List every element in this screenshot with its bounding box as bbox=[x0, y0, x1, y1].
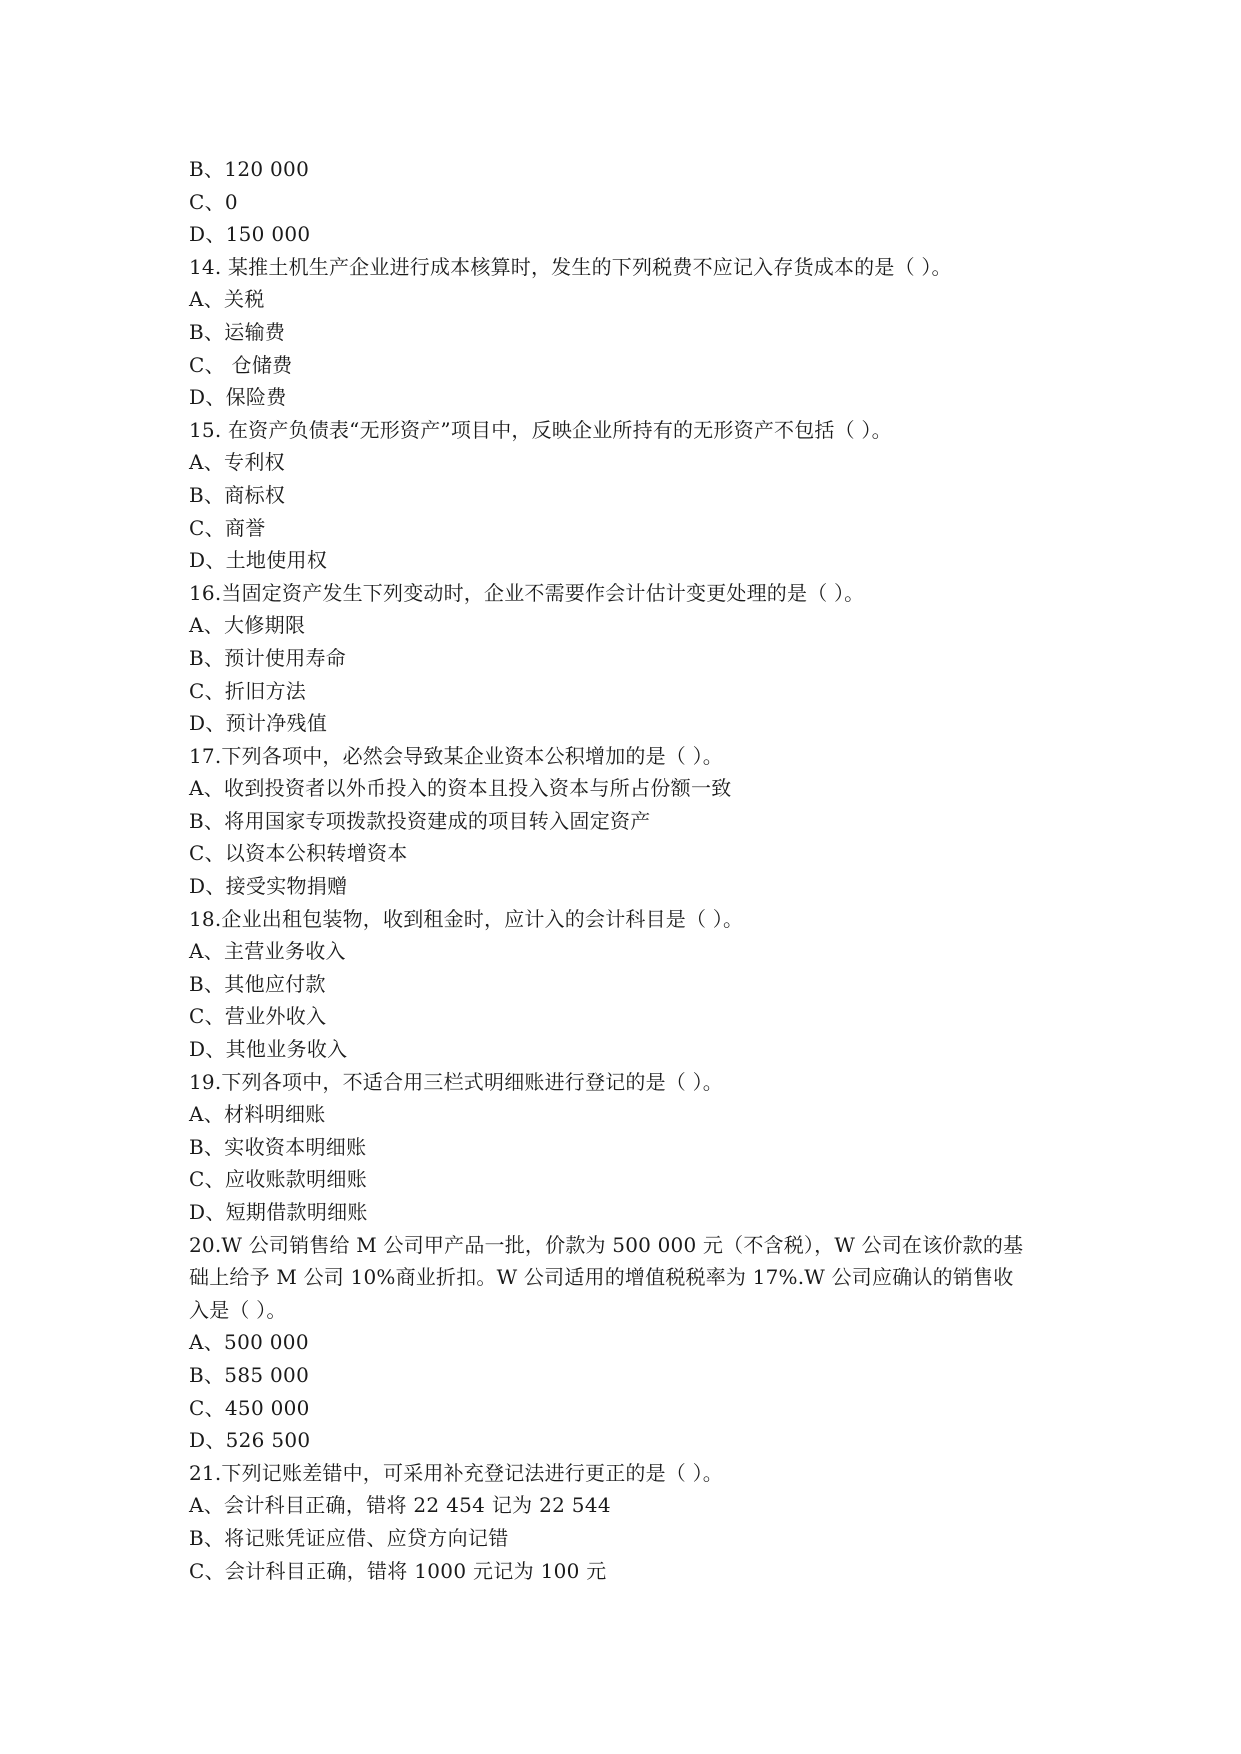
answer-option: D、其他业务收入 bbox=[189, 1037, 348, 1062]
answer-option: A、材料明细账 bbox=[189, 1102, 326, 1127]
answer-option: C、营业外收入 bbox=[189, 1004, 327, 1029]
answer-option: A、主营业务收入 bbox=[189, 939, 346, 964]
answer-option: D、150 000 bbox=[189, 222, 311, 247]
answer-option: D、预计净残值 bbox=[189, 711, 328, 736]
question-text: 18.企业出租包装物，收到租金时，应计入的会计科目是（ ）。 bbox=[189, 906, 744, 931]
answer-option: B、120 000 bbox=[189, 157, 310, 181]
document-page bbox=[189, 153, 1069, 1587]
answer-option: A、专利权 bbox=[189, 450, 285, 475]
answer-option: C、以资本公积转增资本 bbox=[189, 841, 408, 866]
answer-option: B、实收资本明细账 bbox=[189, 1134, 367, 1159]
answer-option: C、450 000 bbox=[189, 1395, 310, 1420]
answer-option: C、应收账款明细账 bbox=[189, 1167, 368, 1192]
answer-option: D、短期借款明细账 bbox=[189, 1200, 368, 1224]
answer-option: C、 仓储费 bbox=[189, 352, 293, 377]
answer-option: B、将用国家专项拨款投资建成的项目转入固定资产 bbox=[189, 808, 651, 833]
answer-option: B、将记账凭证应借、应贷方向记错 bbox=[189, 1525, 509, 1550]
answer-option: B、其他应付款 bbox=[189, 971, 326, 996]
answer-option: B、预计使用寿命 bbox=[189, 645, 347, 670]
answer-option: D、526 500 bbox=[189, 1428, 311, 1453]
question-text: 15. 在资产负债表“无形资产”项目中，反映企业所持有的无形资产不包括（ ）。 bbox=[189, 417, 892, 442]
answer-option: D、接受实物捐赠 bbox=[189, 874, 348, 899]
answer-option: A、收到投资者以外币投入的资本且投入资本与所占份额一致 bbox=[189, 776, 732, 801]
question-text: 20.W 公司销售给 M 公司甲产品一批，价款为 500 000 元（不含税），W 公司在该价款的基 bbox=[189, 1232, 1024, 1257]
answer-option: C、折旧方法 bbox=[189, 678, 307, 703]
question-text: 入是（ ）。 bbox=[189, 1297, 287, 1322]
question-text: 础上给予 M 公司 10%商业折扣。W 公司适用的增值税税率为 17%.W 公司应确认的销售收 bbox=[189, 1265, 1014, 1290]
answer-option: A、大修期限 bbox=[189, 613, 306, 638]
answer-option: A、关税 bbox=[189, 287, 265, 312]
answer-option: C、0 bbox=[189, 189, 238, 214]
answer-option: A、会计科目正确，错将 22 454 记为 22 544 bbox=[189, 1493, 611, 1518]
question-text: 16.当固定资产发生下列变动时，企业不需要作会计估计变更处理的是（ ）。 bbox=[189, 580, 865, 605]
answer-option: D、土地使用权 bbox=[189, 548, 328, 573]
answer-option: C、会计科目正确，错将 1000 元记为 100 元 bbox=[189, 1558, 607, 1583]
answer-option: B、585 000 bbox=[189, 1362, 310, 1387]
answer-option: D、保险费 bbox=[189, 385, 287, 410]
answer-option: B、运输费 bbox=[189, 319, 286, 344]
question-text: 14. 某推土机生产企业进行成本核算时，发生的下列税费不应记入存货成本的是（ ）。 bbox=[189, 254, 952, 279]
question-text: 19.下列各项中，不适合用三栏式明细账进行登记的是（ ）。 bbox=[189, 1069, 723, 1094]
question-text: 17.下列各项中，必然会导致某企业资本公积增加的是（ ）。 bbox=[189, 743, 723, 768]
answer-option: C、商誉 bbox=[189, 515, 266, 540]
answer-option: B、商标权 bbox=[189, 482, 286, 507]
answer-option: A、500 000 bbox=[189, 1330, 309, 1355]
question-text: 21.下列记账差错中，可采用补充登记法进行更正的是（ ）。 bbox=[189, 1460, 723, 1485]
